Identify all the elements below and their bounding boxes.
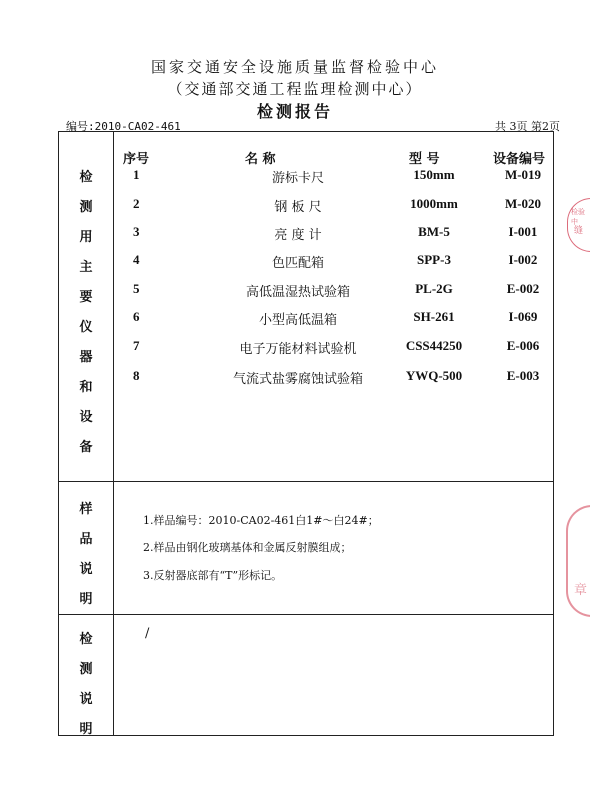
stamp-text: 缝	[574, 226, 584, 236]
row-id: I-002	[508, 252, 538, 267]
row-name: 气流式盐雾腐蚀试验箱	[232, 372, 363, 387]
row-name: 小型高低温箱	[258, 313, 337, 328]
label-char: 检	[79, 170, 93, 185]
row-model: SPP-3	[417, 252, 451, 267]
page-indicator: 共 3页 第2页	[495, 120, 560, 133]
label-char: 主	[79, 260, 93, 275]
section-divider-2	[59, 614, 553, 615]
sample-section-label	[59, 498, 113, 618]
row-no: 8	[133, 368, 140, 383]
row-name: 游标卡尺	[271, 171, 324, 186]
sample-note: 2.样品由钢化玻璃基体和金属反射膜组成；	[143, 541, 352, 554]
row-model: CSS44250	[405, 338, 463, 353]
row-id: E-002	[506, 281, 540, 296]
row-no: 6	[133, 309, 140, 324]
stamp-text: 章	[574, 583, 588, 598]
row-id: E-003	[506, 368, 540, 383]
column-header-name: 名 称	[245, 152, 276, 167]
label-char: 要	[79, 290, 93, 305]
sample-note: 3.反射器底部有“T”形标记。	[143, 569, 283, 582]
seal-stamp-top	[567, 198, 590, 252]
report-title: 检测报告	[256, 102, 333, 121]
row-no: 2	[133, 196, 140, 211]
row-model: BM-5	[418, 224, 450, 239]
equipment-section-label	[59, 166, 113, 466]
label-char: 说	[79, 692, 93, 707]
org-name: 国家交通安全设施质量监督检验中心	[150, 58, 439, 76]
label-char: 器	[79, 350, 93, 365]
label-char: 明	[79, 722, 93, 737]
row-name: 色匹配箱	[271, 256, 324, 271]
column-header-id: 设备编号	[493, 152, 546, 167]
row-model: 150mm	[413, 167, 455, 182]
row-no: 7	[133, 338, 140, 353]
label-column-divider	[113, 132, 114, 735]
row-no: 5	[133, 281, 140, 296]
org-subname: （交通部交通工程监理检测中心）	[167, 80, 423, 98]
label-char: 仪	[79, 320, 93, 335]
row-model: PL-2G	[415, 281, 453, 296]
row-no: 3	[133, 224, 140, 239]
label-char: 明	[79, 592, 93, 607]
report-number: 编号:2010-CA02-461	[66, 120, 181, 133]
row-model: YWQ-500	[405, 368, 463, 383]
row-name: 高低温湿热试验箱	[245, 285, 350, 300]
row-id: E-006	[506, 338, 540, 353]
seal-stamp-bottom	[566, 505, 590, 617]
row-model: 1000mm	[410, 196, 458, 211]
row-no: 4	[133, 252, 140, 267]
sample-note: 1.样品编号：2010-CA02-461白1#～白24#；	[143, 514, 379, 527]
row-id: I-001	[508, 224, 538, 239]
label-char: 用	[79, 230, 93, 245]
row-name: 电子万能材料试验机	[239, 342, 357, 357]
label-char: 测	[79, 662, 93, 677]
row-id: M-019	[504, 167, 542, 182]
report-table	[58, 131, 554, 736]
test-notes-content: /	[145, 626, 150, 641]
label-char: 设	[79, 410, 93, 425]
section-divider-1	[59, 481, 553, 482]
row-name: 钢 板 尺	[274, 200, 322, 215]
label-char: 测	[79, 200, 93, 215]
row-no: 1	[133, 167, 140, 182]
label-char: 样	[79, 502, 93, 517]
row-model: SH-261	[413, 309, 455, 324]
column-header-model: 型 号	[409, 152, 440, 167]
row-id: M-020	[504, 196, 542, 211]
test-notes-section-label	[59, 628, 113, 748]
label-char: 检	[79, 632, 93, 647]
row-id: I-069	[508, 309, 538, 324]
row-name: 亮 度 计	[274, 228, 322, 243]
stamp-text: 检验中	[571, 208, 585, 226]
label-char: 品	[79, 532, 93, 547]
label-char: 说	[79, 562, 93, 577]
label-char: 和	[79, 380, 93, 395]
column-header-no: 序号	[123, 152, 150, 167]
label-char: 备	[79, 440, 93, 455]
